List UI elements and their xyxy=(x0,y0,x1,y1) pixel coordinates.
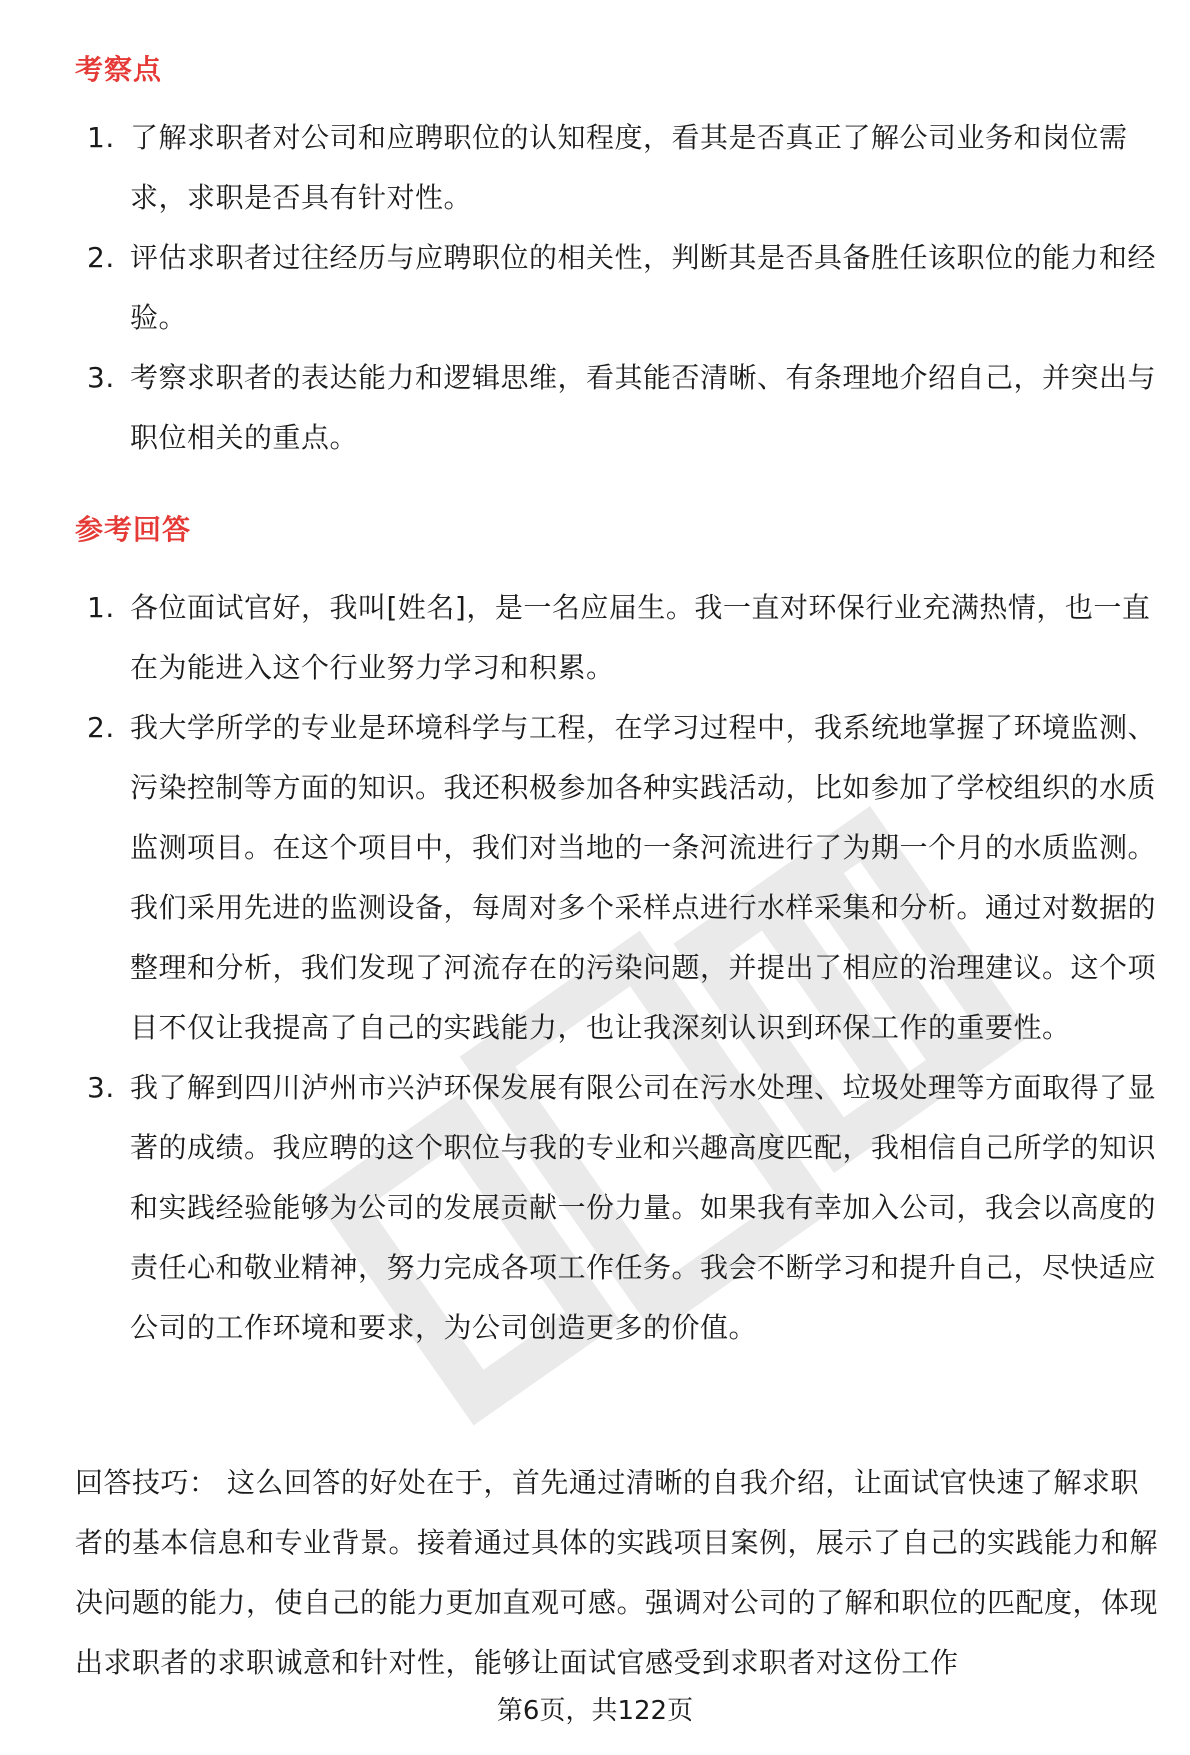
list-item xyxy=(75,578,1160,698)
list-item xyxy=(75,108,1160,228)
section-title-reference-answer: 参考回答 xyxy=(75,513,192,546)
list-number: 3. xyxy=(87,1071,115,1104)
list-item-text: 考察求职者的表达能力和逻辑思维，看其能否清晰、有条理地介绍自己，并突出与职位相关的重点。 xyxy=(130,361,1157,454)
reference-answer-list xyxy=(75,578,1160,1358)
page-number-footer: 第6页，共122页 xyxy=(496,1696,694,1726)
list-number: 3. xyxy=(87,361,115,394)
answer-tips-paragraph: 回答技巧： 这么回答的好处在于，首先通过清晰的自我介绍，让面试官快速了解求职者的基本信息和专业背景。接着通过具体的实践项目案例，展示了自己的实践能力和解决问题的能力，使自己的能力更加直观可感。强调对公司的了解和职位的匹配度，体现出求职者的求职诚意和针对性，能够让面试官感受到求职者对这份工作 xyxy=(75,1466,1159,1679)
list-number: 1. xyxy=(87,591,115,624)
list-item-text: 我大学所学的专业是环境科学与工程，在学习过程中，我系统地掌握了环境监测、污染控制等方面的知识。我还积极参加各种实践活动，比如参加了学校组织的水质监测项目。在这个项目中，我们对当地的一条河流进行了为期一个月的水质监测。我们采用先进的监测设备，每周对多个采样点进行水样采集和分析。通过对数据的整理和分析，我们发现了河流存在的污染问题，并提出了相应的治理建议。这个项目不仅让我提高了自己的实践能力，也让我深刻认识到环保工作的重要性。 xyxy=(130,711,1157,1044)
list-number: 2. xyxy=(87,241,115,274)
list-item-text: 了解求职者对公司和应聘职位的认知程度，看其是否真正了解公司业务和岗位需求，求职是否具有针对性。 xyxy=(130,121,1128,214)
list-item-text: 我了解到四川泸州市兴泸环保发展有限公司在污水处理、垃圾处理等方面取得了显著的成绩。我应聘的这个职位与我的专业和兴趣高度匹配，我相信自己所学的知识和实践经验能够为公司的发展贡献一份力量。如果我有幸加入公司，我会以高度的责任心和敬业精神，努力完成各项工作任务。我会不断学习和提升自己，尽快适应公司的工作环境和要求，为公司创造更多的价值。 xyxy=(130,1071,1157,1344)
list-item xyxy=(75,228,1160,348)
list-number: 1. xyxy=(87,121,115,154)
section-title-key-points: 考察点 xyxy=(75,53,163,86)
list-item-text: 评估求职者过往经历与应聘职位的相关性，判断其是否具备胜任该职位的能力和经验。 xyxy=(130,241,1157,334)
list-item xyxy=(75,348,1160,468)
key-points-list xyxy=(75,108,1160,468)
list-item xyxy=(75,1058,1160,1358)
list-number: 2. xyxy=(87,711,115,744)
list-item-text: 各位面试官好，我叫[姓名]，是一名应届生。我一直对环保行业充满热情，也一直在为能进入这个行业努力学习和积累。 xyxy=(130,591,1151,684)
list-item xyxy=(75,698,1160,1058)
